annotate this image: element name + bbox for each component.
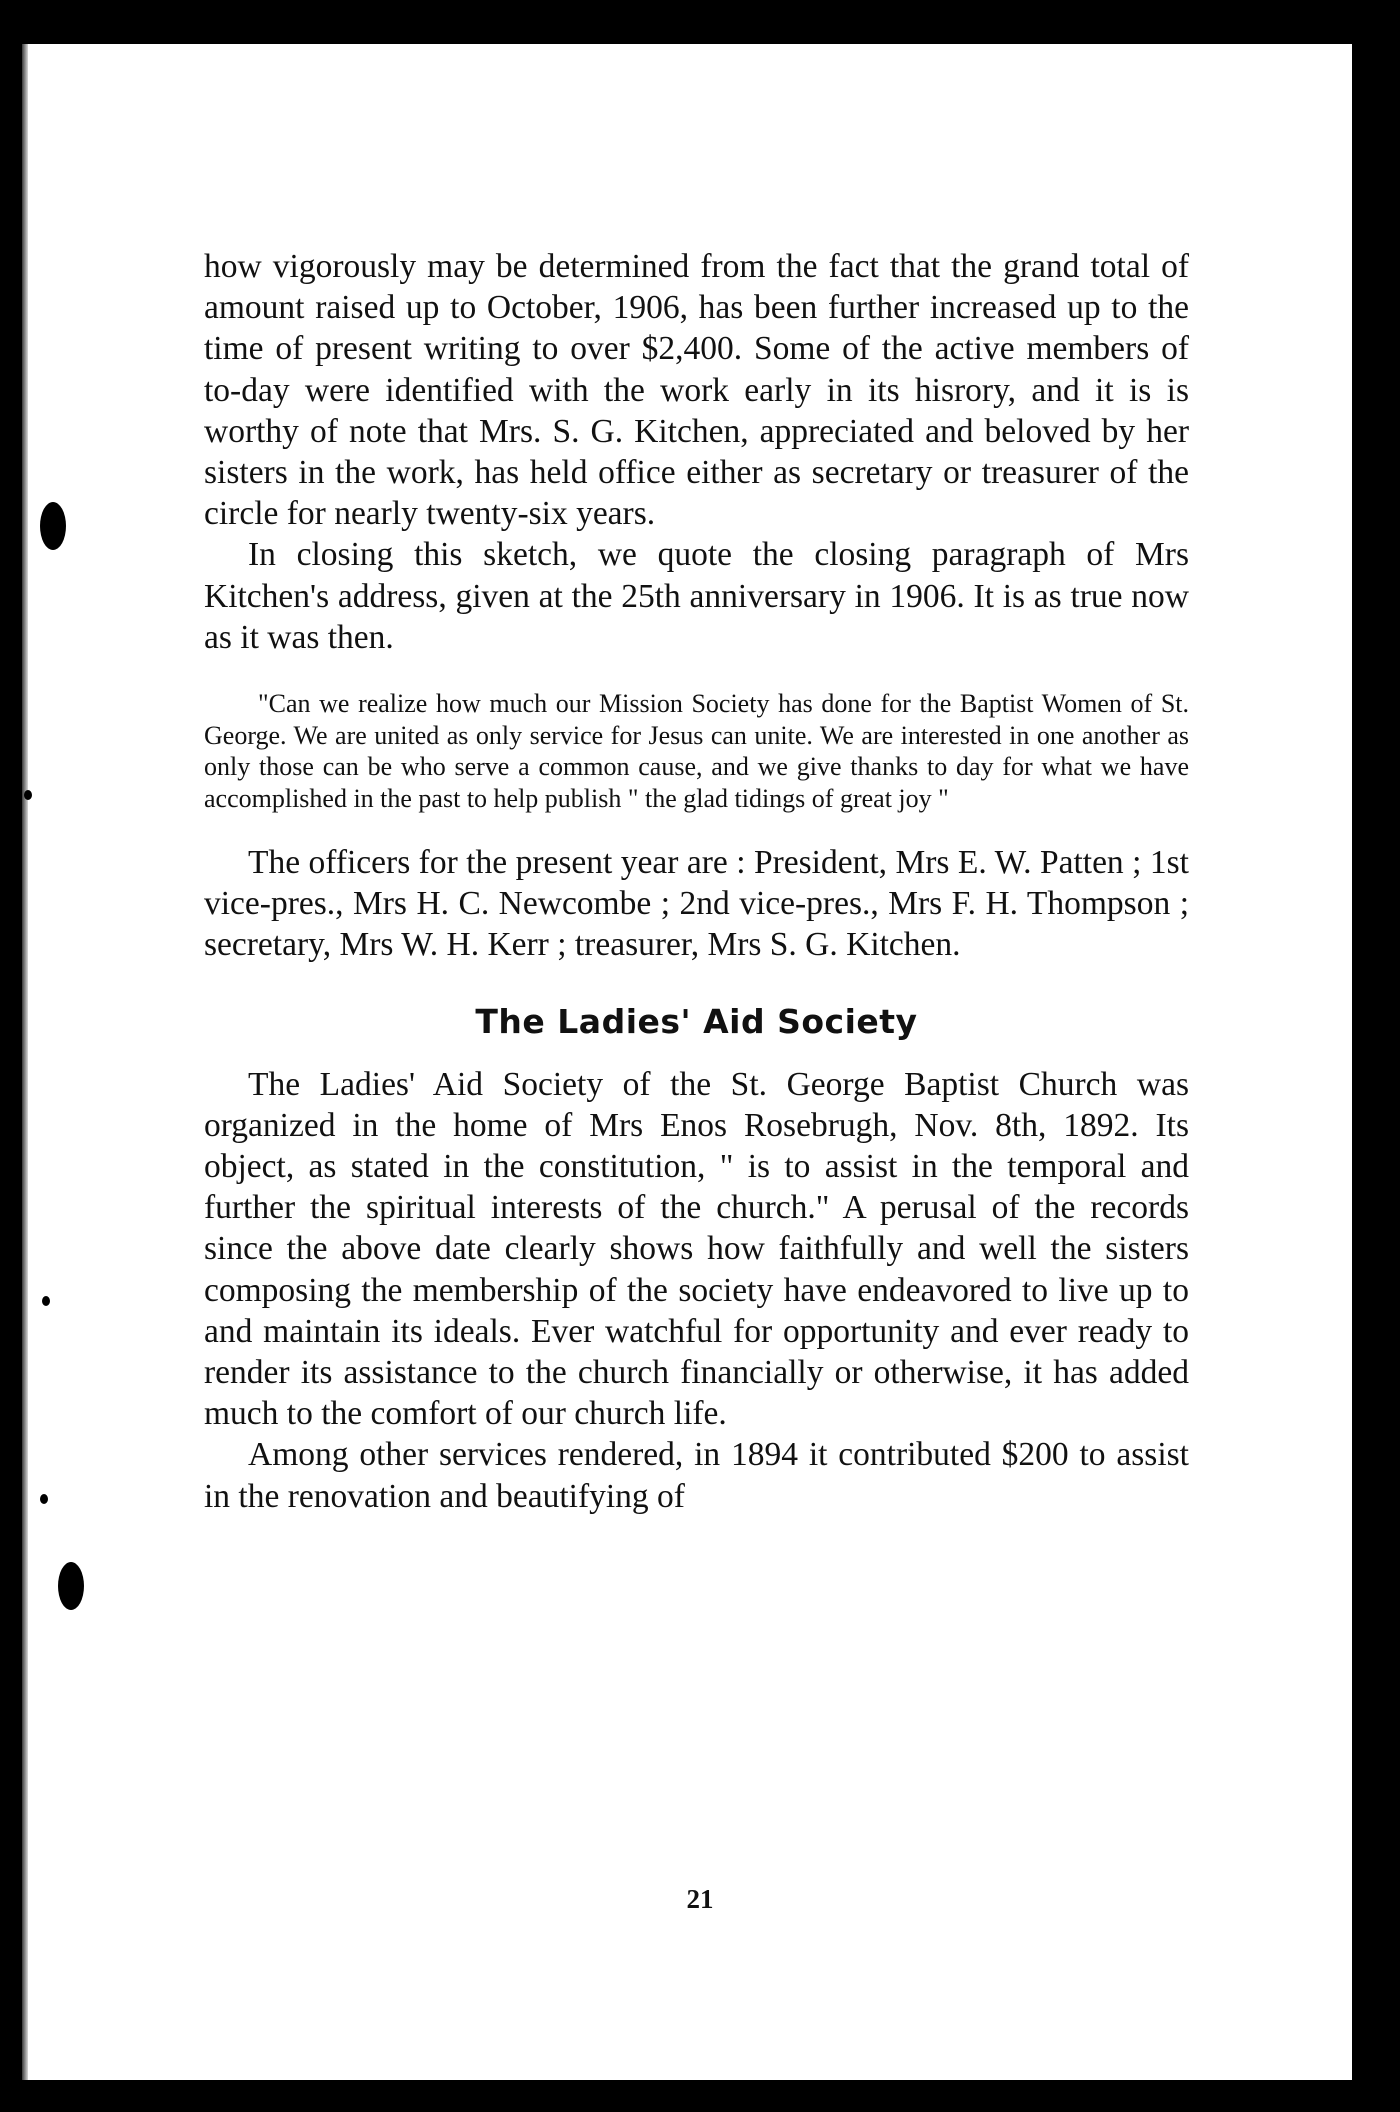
punch-hole-mark bbox=[40, 1494, 48, 1504]
block-quote: "Can we realize how much our Mission Society has done for the Baptist Women of St. George. We are united as only service for Jesus can unite. We are interested in one another as only those can be who serve a common cause, and we give thanks to day for what we have accomplished in the past to help publish " the glad tidings of great joy " bbox=[204, 689, 1189, 813]
punch-hole-mark bbox=[6, 1500, 14, 1510]
punch-hole-mark bbox=[6, 1300, 14, 1310]
body-paragraph: In closing this sketch, we quote the closing paragraph of Mrs Kitchen's address, given at the 25th anniversary in 1906. It is as true now as it was then. bbox=[204, 536, 1189, 656]
officers-paragraph: The officers for the present year are : President, Mrs E. W. Patten ; 1st vice-pres., Mrs H. C. Newcombe ; 2nd vice-pres., Mrs F. H. Thompson ; secretary, Mrs W. H. Kerr ; treasurer, Mrs S. G. Kitchen. bbox=[204, 844, 1189, 964]
section-heading: The Ladies' Aid Society bbox=[475, 1001, 918, 1041]
punch-hole-mark bbox=[40, 502, 66, 550]
page-number: 21 bbox=[686, 1884, 714, 1914]
punch-hole-mark bbox=[24, 790, 32, 800]
body-paragraph: Among other services rendered, in 1894 it contributed $200 to assist in the renovation and beautifying of bbox=[204, 1436, 1189, 1515]
punch-hole-mark bbox=[58, 1562, 84, 1610]
body-paragraph: The Ladies' Aid Society of the St. George Baptist Church was organized in the home of Mrs Enos Rosebrugh, Nov. 8th, 1892. Its object, as stated in the constitution, " is to assist in the temporal and further the spiritual interests of the church." A perusal of the records since the above date clearly shows how faithfully and well the sisters composing the membership of the society have endeavored to live up to and maintain its ideals. Ever watchful for opportunity and ever ready to render its assistance to the church financially or otherwise, it has added much to the comfort of our church life. bbox=[204, 1065, 1189, 1433]
punch-hole-mark bbox=[42, 1296, 50, 1306]
binding-edge bbox=[22, 44, 28, 2080]
text-column bbox=[204, 246, 1189, 1517]
body-paragraph: how vigorously may be determined from the fact that the grand total of amount raised up to October, 1906, has been further increased up to the time of present writing to over $2,400. Some of the active members of to-day were identified with the work early in its hisrory, and it is is worthy of note that Mrs. S. G. Kitchen, appreciated and beloved by her sisters in the work, has held office either as secretary or treasurer of the circle for nearly twenty-six years. bbox=[204, 248, 1189, 533]
